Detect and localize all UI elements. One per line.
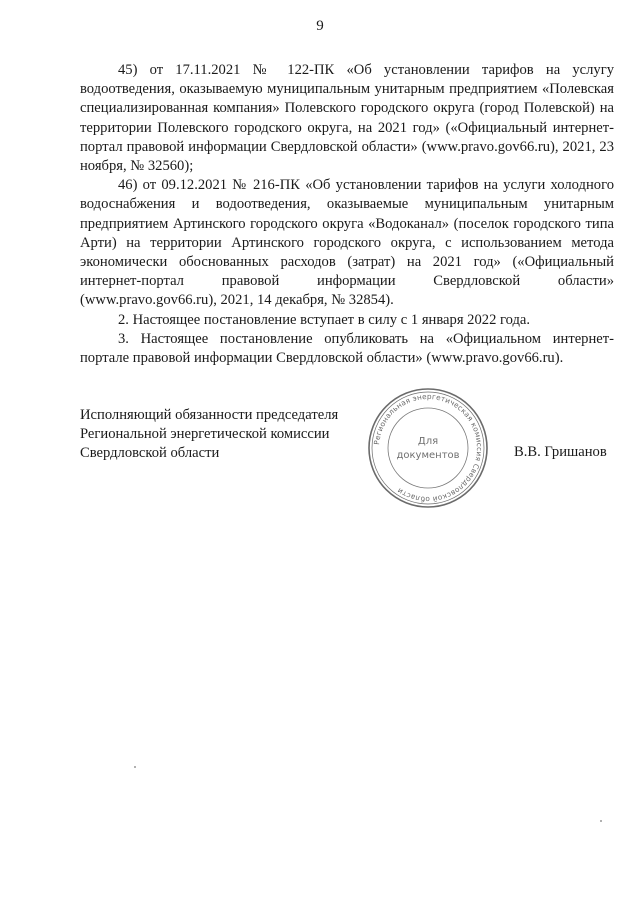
paragraph-item-45: 45) от 17.11.2021 № 122-ПК «Об установлении тарифов на услугу водоотведения, оказываемую муниципальным унитарным предприятием «Полевская специализированная компания» Полевского городского округа (город Полевской) на территории Полевского городского округа, на 2021 год» («Официальный интернет-портал правовой информации Свердловской области» (www.pravo.gov66.ru), 2021, 23 ноября, № 32560); [80, 62, 614, 175]
signer-name: В.В. Гришанов [514, 444, 607, 460]
paragraph-item-46: 46) от 09.12.2021 № 216-ПК «Об установлении тарифов на услуги холодного водоснабжения и водоотведения, оказываемые муниципальным унитарным предприятием Артинского городского округа «Водоканал» (поселок городского типа Арти) на территории Артинского городского округа, с использованием метода экономически обоснованных расходов (затрат) на 2021 год» («Официальный интернет-портал правовой информации Свердловской области» (www.pravo.gov66.ru), 2021, 14 декабря, № 32854). [80, 177, 614, 309]
signature-title-line: Исполняющий обязанности председателя [80, 407, 339, 423]
page-number: 9 [316, 18, 324, 34]
scan-speck [134, 766, 136, 768]
signature-title-line: Региональной энергетической комиссии [80, 426, 330, 443]
svg-text:Региональная энергетическая ко [372, 392, 484, 504]
scan-speck [600, 820, 602, 822]
paragraph-clause-2: 2. Настоящее постановление вступает в силу с 1 января 2022 года. [118, 311, 531, 328]
paragraph-clause-3: 3. Настоящее постановление опубликовать на «Официальном интернет-портале правовой информации Свердловской области» (www.pravo.gov66.ru). [80, 330, 614, 367]
stamp-ring-text: Региональная энергетическая комиссия Свердловской области [372, 391, 485, 505]
stamp-center-text: документов [396, 450, 460, 461]
document-body [80, 61, 614, 368]
stamp-center-text: Для [417, 436, 439, 447]
signature-title [80, 406, 380, 464]
official-stamp-icon [366, 386, 490, 510]
signature-title-line: Свердловской области [80, 445, 220, 462]
